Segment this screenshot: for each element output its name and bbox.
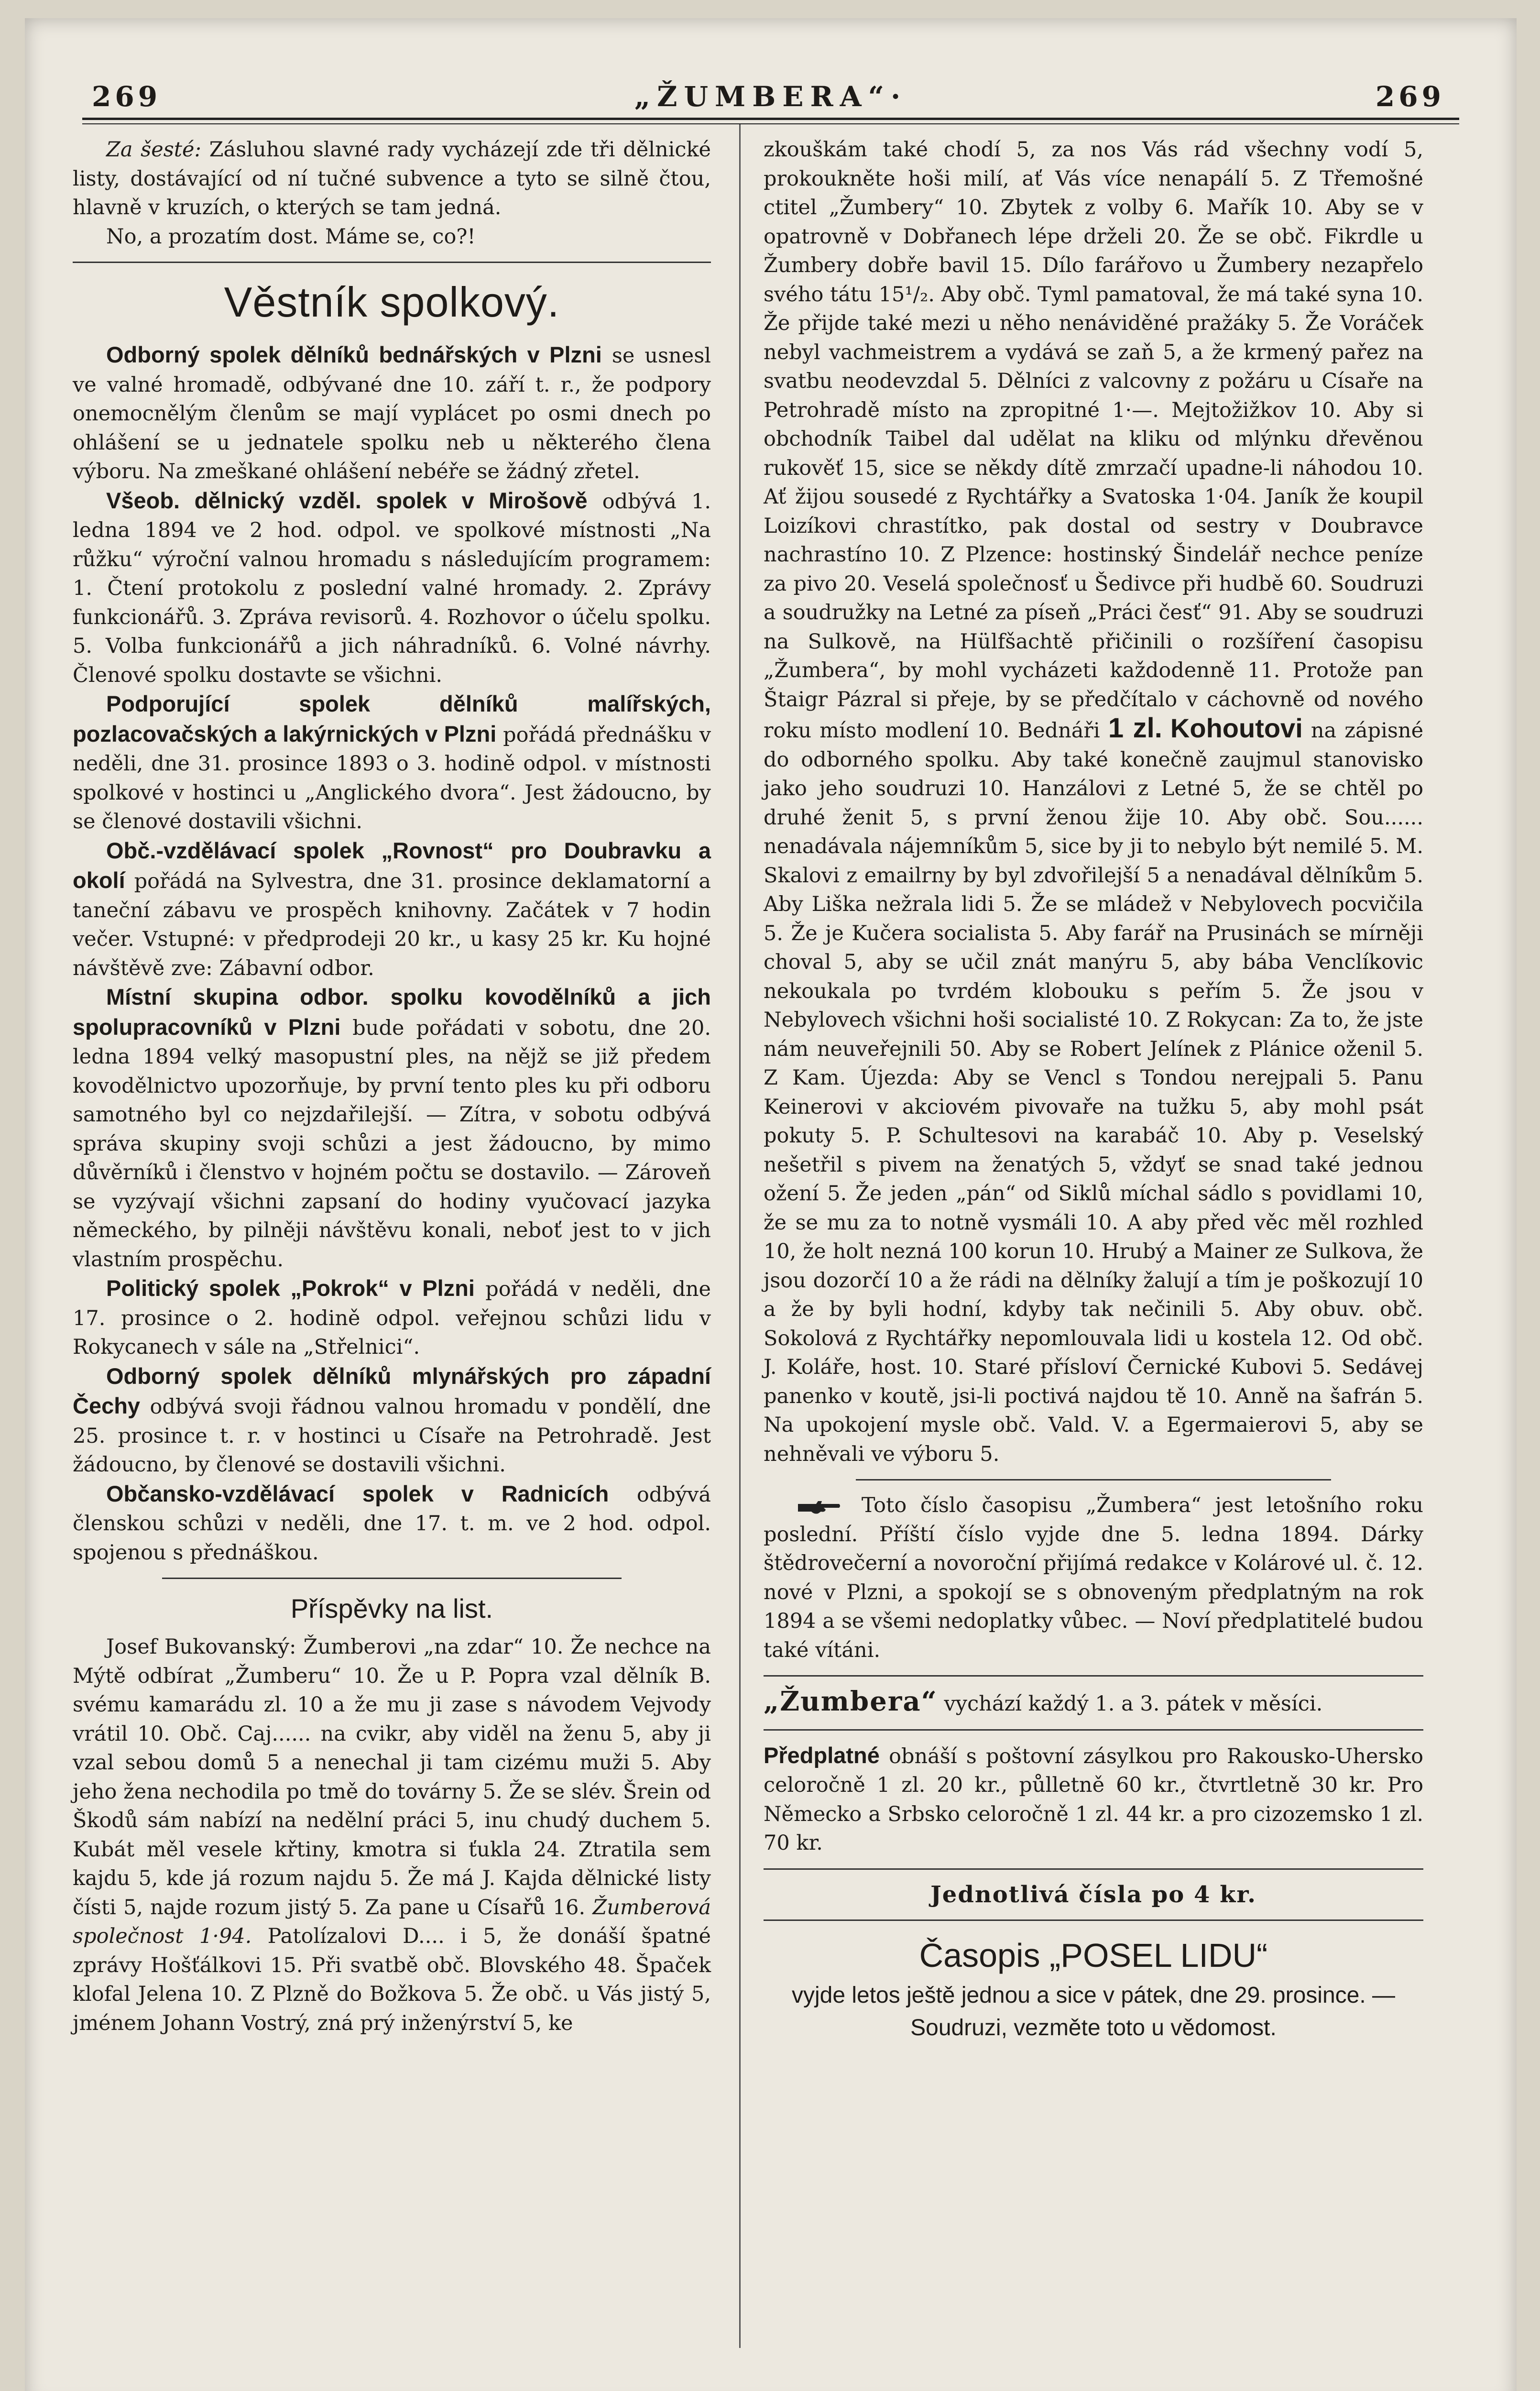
page-header xyxy=(25,47,1517,113)
page-number-left: 269 xyxy=(92,80,162,113)
divider xyxy=(856,1479,1331,1481)
notice-2 xyxy=(73,486,711,690)
subscription-label: Předplatné xyxy=(764,1742,880,1768)
notice-7-name: Odborný spolek dělníků mlynářských pro západní Čechy xyxy=(73,1363,711,1418)
page-number-right: 269 xyxy=(1375,80,1445,113)
contributions-continued xyxy=(764,135,1423,1469)
contributions-text-b: Patolízalovi D.... i 5, že donáší špatné zprávy Hošťálkovi 15. Při svatbě obč. Blovského 48. Špaček klofal Jelena 10. Z Plzně do Božkova 5. Že obč. u Vás jistý 5, jménem Johann Vostrý, zná prý inženýrství 5, ke xyxy=(73,1924,711,2035)
announcement-text: Toto číslo časopisu „Žumbera“ jest letošního roku poslední. Příští číslo vyjde dne 5. ledna 1894. Dárky štědrovečerní a novoroční přijímá redakce v Kolárové ul. č. 12. nové v Plzni, a spokojí se s obnoveným předplatným na rok 1894 a se všemi nedoplatky vůbec. — Noví předplatitelé budou také vítáni. xyxy=(764,1493,1423,1662)
notice-8 xyxy=(73,1480,711,1568)
notice-4-text: pořádá na Sylvestra, dne 31. prosince deklamatorní a taneční zábavu ve prospěch knihovny. Začátek v 7 hodin večer. Vstupné: v předprodeji 20 kr., u kasy 25 kr. Ku hojné návštěvě zve: Zábavní odbor. xyxy=(73,869,711,980)
notice-5-name: Místní skupina odbor. spolku kovodělníků a jich spolupracovníků v Plzni xyxy=(73,984,711,1040)
header-rule-thin xyxy=(82,123,1459,124)
subscription xyxy=(764,1741,1423,1858)
intro-paragraph xyxy=(73,135,711,222)
newspaper-page xyxy=(25,18,1517,2391)
divider xyxy=(162,1578,622,1579)
posel-lidu-title: Časopis „POSEL LIDU“ xyxy=(919,1937,1268,1974)
contributions-text-a: Josef Bukovanský: Žumberovi „na zdar“ 10. Že nechce na Mýtě odbírat „Žumberu“ 10. Že u P. Popra vzal dělník B. svému kamarádu zl. 10 a že mu ji zase s návodem Vejvody vrátil 10. Obč. Caj...... na cvikr, aby viděl na ženu 5, aby ji vzal sebou domů 5 a nenechal ji tam cizému muži 5. Aby jeho žena nechodila po tmě do továrny 5. Že se slév. Šrein od Škodů sám nabízí na nedělní práci 5, inu chudý duchem 5. Kubát měl vesele křtiny, kmotra si ťukla 24. Ztratila sem kajdu 5, kde já rozum najdu 5. Že má J. Kajda dělnické listy čísti 5, najde rozum jistý 5. Za pane u Císařů 16. xyxy=(73,1635,711,1919)
right-column xyxy=(764,135,1423,2044)
contributions-title: Příspěvky na list. xyxy=(290,1593,493,1623)
divider xyxy=(764,1675,1423,1677)
notice-1-text: se usnesl ve valné hromadě, odbývané dne 10. září t. r., že podpory onemocnělým členům se mají vyplácet po osmi dnech po ohlášení se u jednatele spolku neb u některého člena výboru. Na zmeškané ohlášení nebéře se žádný zřetel. xyxy=(73,344,711,483)
intro-label: Za šesté: xyxy=(106,138,201,162)
notice-3-text: pořádá přednášku v neděli, dne 31. prosince 1893 o 3. hodině odpol. v místnosti spolkové v hostinci u „Anglického dvora“. Jest žádoucno, by se členové dostavili všichni. xyxy=(73,723,711,834)
notice-5-text: bude pořádati v sobotu, dne 20. ledna 1894 velký masopustní ples, na nějž se již předem kovodělnictvo upozorňuje, by první tento ples ku při odboru samotného byl co nejzdařilejší. — Zítra, v sobotu odbývá správa skupiny svoji schůzi a jest žádoucno, by mimo důvěrníků i členstvo v hojném počtu se dostavilo. — Zároveň se vyzývají všichni zapsaní do hodiny vyučovací jazyka německého, by pilněji návštěvu konali, neboť jest to v jich vlastním prospěchu. xyxy=(73,1016,711,1272)
notice-2-name: Všeob. dělnický vzděl. spolek v Mirošově xyxy=(106,487,588,513)
zumbera-wordmark: „Žumbera“ xyxy=(764,1686,938,1717)
notice-4 xyxy=(73,836,711,983)
notice-1-name: Odborný spolek dělníků bednářských v Plzni xyxy=(106,342,602,367)
intro-text: Zásluhou slavné rady vycházejí zde tři dělnické listy, dostávající od ní tučné subvence a tyto se silně čtou, hlavně v kruzích, o kterých se tam jedná. xyxy=(73,138,711,219)
notice-1 xyxy=(73,340,711,486)
column-divider xyxy=(739,124,741,2348)
notice-8-name: Občansko-vzdělávací spolek v Radnicích xyxy=(106,1481,609,1506)
notice-5 xyxy=(73,983,711,1274)
subscription-text: obnáší s poštovní zásylkou pro Rakousko-Uhersko celoročně 1 zl. 20 kr., půlletně 60 kr., čtvrtletně 30 kr. Pro Německo a Srbsko celoročně 1 zl. 44 kr. a pro cizozemsko 1 zl. 70 kr. xyxy=(764,1744,1423,1855)
section-title-vestnik: Věstník spolkový. xyxy=(224,278,560,326)
notice-4-name: Obč.-vzdělávací spolek „Rovnost“ pro Doubravku a okolí xyxy=(73,837,711,893)
notice-6-name: Politický spolek „Pokrok“ v Plzni xyxy=(106,1275,475,1301)
pointing-hand-icon xyxy=(797,1497,841,1516)
notice-3-name: Podporující spolek dělníků malířských, pozlacovačských a lakýrnických v Plzni xyxy=(73,691,711,746)
notice-6 xyxy=(73,1274,711,1362)
publication-frequency-text: vychází každý 1. a 3. pátek v měsíci. xyxy=(944,1692,1323,1716)
posel-lidu-text: vyjde letos ještě jednou a sice v pátek, dne 29. prosince. — Soudruzi, vezměte toto u vědomost. xyxy=(791,1983,1396,2040)
divider xyxy=(764,1919,1423,1921)
publication-frequency xyxy=(764,1687,1423,1719)
left-column xyxy=(73,135,711,2038)
divider xyxy=(764,1868,1423,1870)
contributions-text xyxy=(73,1633,711,2038)
kohoutovi: Kohoutovi xyxy=(1170,713,1303,743)
contributions-continued-text: zkouškám také chodí 5, za nos Vás rád všechny vodí 5, prokoukněte hoši milí, ať Vás více nenapálí 5. Z Třemošné ctitel „Žumbery“ 10. Zbytek z volby 6. Mařík 10. Aby se v opatrovně v Dobřanech lépe drželi 20. Že se obč. Fikrdle u Žumbery dobře bavil 15. Dílo farářovo u Žumbery nezapřelo svého tátu 15¹/₂. Aby obč. Tyml pamatoval, že má také syna 10. Že přijde také mezi u něho nenáviděné pražáky 5. Že Voráček nebyl vachmeistrem a vydává se zaň 5, a že krmený pařez na svatbu neodevzdal 5. Dělníci z valcovny z požáru u Císaře na Petrohradě místo na zpropitné 1·—. Mejtožižkov 10. Aby si obchodník Taibel dal udělat na kliku od mlýnku dřevěnou rukověť 15, sice se někdy dítě zmrzačí upadne-li náhodou 10. Ať žijou sousedé z Rychtářky a Svatoska 1·04. Janík že koupil Loizíkovi chrastítko, pak dostal od sestry v Doubravce nachrastíno 10. Z Plzence: hostinský Šindelář nechce peníze za pivo 20. Veselá společnosť u Šedivce při hudbě 60. Soudruzi a soudružky na Letné za píseň „Práci česť“ 91. Aby se soudruzi na Sulkově, na Hülfšachtě přičinili o rozšíření časopisu „Žumbera“, by mohl vycházeti každodenně 11. Protože pan Štaigr Pázral si přeje, by se předčítalo v cáchovně od nového roku místo modlení 10. Bednáři xyxy=(764,138,1423,743)
masthead-title: „ŽUMBERA“· xyxy=(634,80,907,113)
single-issue-price: Jednotlivá čísla po 4 kr. xyxy=(930,1881,1256,1908)
notice-2-text: odbývá 1. ledna 1894 ve 2 hod. odpol. ve spolkové místnosti „Na růžku“ výroční valnou hromadu s následujícím programem: 1. Čtení protokolu z poslední valné hromady. 2. Zprávy funkcionářů. 3. Zpráva revisorů. 4. Rozhovor o účelu spolku. 5. Volba funkcionářů a jich náhradníků. 6. Volné návrhy. Členové spolku dostavte se všichni. xyxy=(73,489,711,687)
notice-7-text: odbývá svoji řádnou valnou hromadu v pondělí, dne 25. prosince t. r. v hostinci u Císaře na Petrohradě. Jest žádoucno, by členové se dostavili všichni. xyxy=(73,1395,711,1477)
header-rule xyxy=(82,118,1459,120)
contributions-continued-text-2: na zápisné do odborného spolku. Aby také konečně zaujmul stanovisko jako jeho soudruzi 10. Hanzálovi z Letné 5, že se chtěl po druhé ženit 5, s první ženou žije 10. Aby obč. Sou...... nenadávala nájemníkům 5, sice by ji to nebylo být nemilé 5. M. Skalovi z emailrny by byl zdvořilejší 5 a nenadával dělníkům 5. Aby Liška nežrala lidi 5. Že se mládež v Nebylovech pocvičila 5. Že je Kučera socialista 5. Aby farář na Prusinách se mírněji choval 5, aby se učil znát manýru 5, aby bába Venclíkovic nekoukala po tvrdém klobouku s peřím 5. Že jsou v Nebylovech všichni hoši socialisté 10. Z Rokycan: Za to, že jste nám neuveřejnili 50. Aby se Robert Jelínek z Plánice oženil 5. Z Kam. Újezda: Aby se Vencl s Tondou nerejpali 5. Panu Keinerovi v akciovém pivovaře na tužku 5, aby mohl psát pokuty 5. P. Schultesovi na karabáč 10. Aby p. Veselský nešetřil s pivem na ženatých 5, vždyť se snad také jednou ožení 5. Že jeden „pán“ od Siklů míchal sádlo s povidlami 10, že se mu za to notně vysmáli 10. A aby před věc měl rozhled 10, že holt nezná 100 korun 10. Hrubý a Mainer ze Sulkova, že jsou dozorčí 10 a že rádi na dělníky žalují a tím je poškozují 10 a že by byli hodní, kdyby tak nečinili 5. Aby obuv. obč. Sokolová z Rychtářky nepomlouvala lidi u kostela 12. Od obč. J. Koláře, host. 10. Staré přísloví Černické Kubovi 5. Sedávej panenko v koutě, jsi-li poctivá najdou tě 10. Anně na šafrán 5. Na upokojení mysle obč. Vald. V. a Egermaierovi 5, aby se nehněvali ve výboru 5. xyxy=(764,719,1424,1466)
notice-8-text: odbývá členskou schůzi v neděli, dne 17. t. m. ve 2 hod. odpol. spojenou s přednáškou. xyxy=(73,1482,711,1565)
notice-3 xyxy=(73,690,711,836)
notice-7 xyxy=(73,1362,711,1480)
divider xyxy=(73,262,711,263)
intro-end: No, a prozatím dost. Máme se, co?! xyxy=(106,224,476,249)
contributions-italic: Žumberová společnost 1·94. xyxy=(73,1895,711,1948)
announcement xyxy=(764,1491,1423,1665)
one-zl: 1 zl. xyxy=(1108,713,1162,744)
divider xyxy=(764,1729,1423,1731)
notice-6-text: pořádá v neděli, dne 17. prosince o 2. hodině odpol. veřejnou schůzi lidu v Rokycanech v sále na „Střelnici“. xyxy=(73,1277,711,1359)
